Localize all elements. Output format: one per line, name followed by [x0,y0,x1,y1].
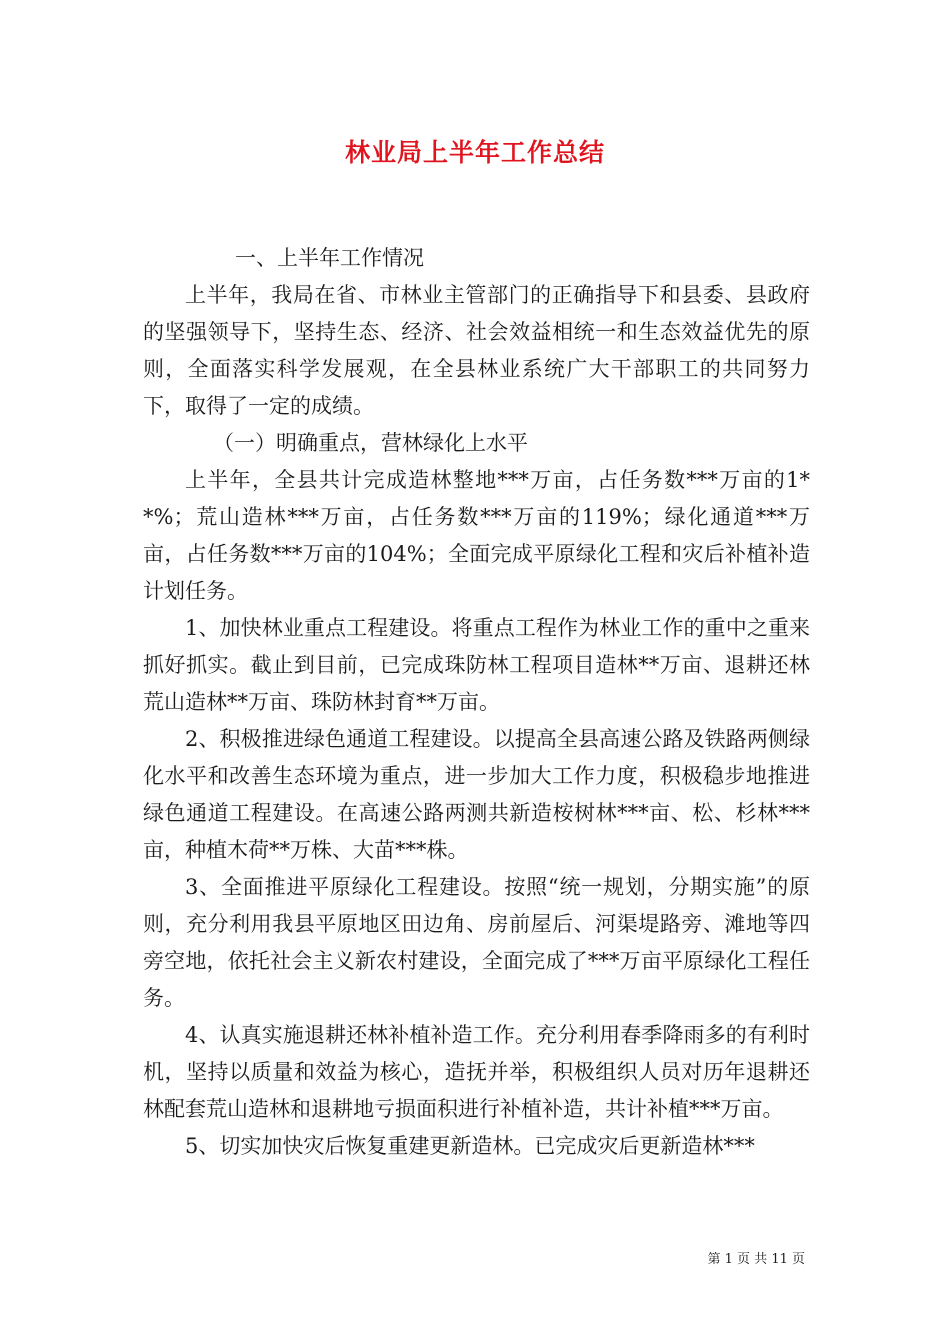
intro-paragraph: 上半年，我局在省、市林业主管部门的正确指导下和县委、县政府的坚强领导下，坚持生态、经济、社会效益相统一和生态效益优先的原则，全面落实科学发展观，在全县林业系统广大干部职工的共同努力下，取得了一定的成绩。 [143,283,810,418]
list-item-4: 4、认真实施退耕还林补植补造工作。充分利用春季降雨多的有利时机，坚持以质量和效益为核心，造抚并举，积极组织人员对历年退耕还林配套荒山造林和退耕地亏损面积进行补植补造，共计补植***万亩。 [143,1023,810,1121]
summary-paragraph: 上半年，全县共计完成造林整地***万亩，占任务数***万亩的1**%；荒山造林***万亩，占任务数***万亩的119%；绿化通道***万亩，占任务数***万亩的104%；全面完成平原绿化工程和灾后补植补造计划任务。 [143,468,810,603]
document-body [143,240,810,1165]
document-title: 林业局上半年工作总结 [344,138,605,167]
list-item-3: 3、全面推进平原绿化工程建设。按照“统一规划，分期实施”的原则，充分利用我县平原地区田边角、房前屋后、河渠堤路旁、滩地等四旁空地，依托社会主义新农村建设，全面完成了***万亩平原绿化工程任务。 [143,875,810,1010]
list-item-1: 1、加快林业重点工程建设。将重点工程作为林业工作的重中之重来抓好抓实。截止到目前，已完成珠防林工程项目造林**万亩、退耕还林荒山造林**万亩、珠防林封育**万亩。 [143,616,810,714]
subsection-heading: （一）明确重点，营林绿化上水平 [213,431,528,455]
list-item-2: 2、积极推进绿色通道工程建设。以提高全县高速公路及铁路两侧绿化水平和改善生态环境为重点，进一步加大工作力度，积极稳步地推进绿色通道工程建设。在高速公路两测共新造桉树林***亩、松、杉林***亩，种植木荷**万株、大苗***株。 [143,727,810,862]
list-item-5: 5、切实加快灾后恢复重建更新造林。已完成灾后更新造林*** [185,1134,755,1158]
page-number [708,1248,805,1267]
page-number-label: 第 1 页 共 11 页 [707,1252,805,1267]
section-heading: 一、上半年工作情况 [235,246,424,270]
